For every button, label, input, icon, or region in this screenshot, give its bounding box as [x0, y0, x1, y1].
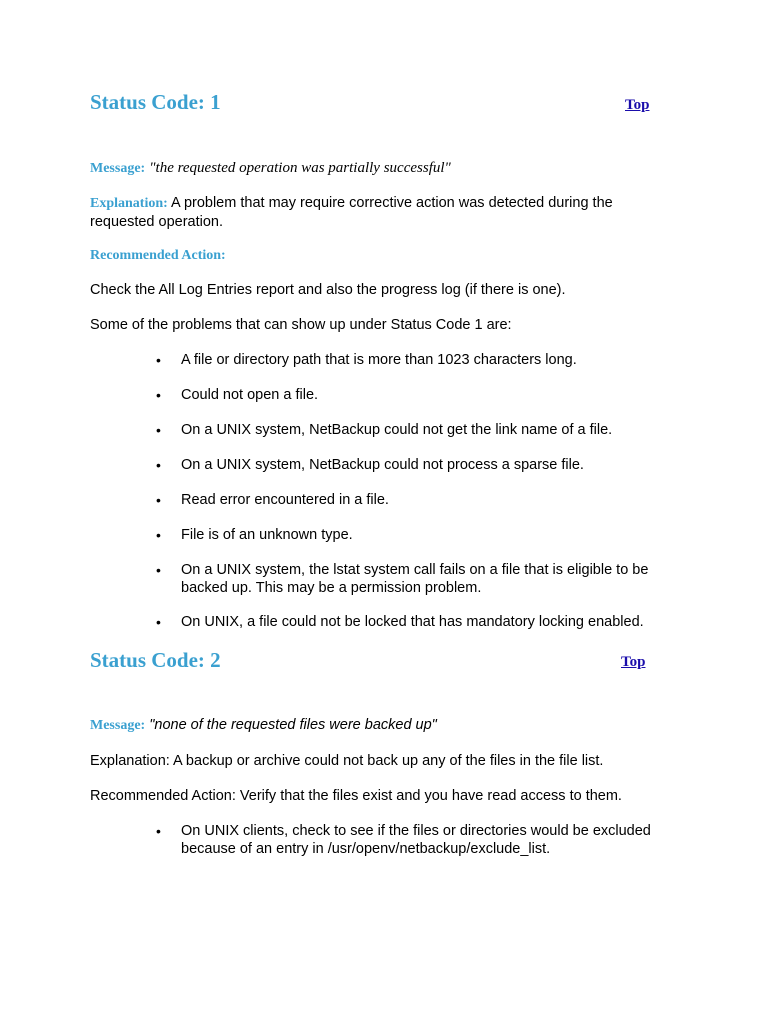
message-label-1: Message: [90, 161, 146, 176]
recommended-action-label-1: Recommended Action: [90, 248, 226, 263]
bullet-icon: • [156, 457, 161, 473]
bullet-icon: • [156, 352, 161, 368]
bullet-icon: • [156, 527, 161, 543]
status-code-2-heading: Status Code: 2 [90, 648, 221, 672]
bullet-icon: • [156, 492, 161, 508]
explanation-1 [90, 194, 670, 231]
top-link-2[interactable]: Top [621, 654, 646, 670]
bullet-icon: • [156, 422, 161, 438]
message-label-2: Message: [90, 718, 146, 733]
recommended-action-2: Recommended Action: Verify that the files exist and you have read access to them. [90, 788, 622, 804]
explanation-text-1: A problem that may require corrective action was detected during the requested operation. [90, 195, 613, 230]
check-log-text: Check the All Log Entries report and also the progress log (if there is one). [90, 282, 566, 298]
explanation-2: Explanation: A backup or archive could not back up any of the files in the file list. [90, 753, 604, 769]
top-link-1[interactable]: Top [625, 97, 650, 113]
message-1 [90, 159, 690, 178]
message-2 [90, 716, 690, 735]
message-text-1: "the requested operation was partially successful" [149, 160, 451, 176]
status-code-1-heading: Status Code: 1 [90, 90, 221, 114]
message-text-2: "none of the requested files were backed up" [149, 717, 437, 733]
document-page: Status Code: 1 Top Message: "the requested operation was partially successful" Explanation: A problem that may require corrective action was detected during the requested operation. Recommended Action: Check the All Log Entries report and also the progress log (if there is one). Some of the problems that can show up under Status Code 1 are: • A file or directory path that is more than 1023 characters long. • Could not open a file. • On a UNIX system, NetBackup could not get the link name of a file. • On a UNIX system, NetBackup could not process a sparse file. • Read error encountered in a file. • File is of an unknown type. • On a UNIX system, the lstat system call fails on a file that is eligible to be backed up. This may be a permission problem. • On UNIX, a file could not be locked that has mandatory locking enabled. Status Code: 2 Top Message: "none of the requested files were backed up" Explanation: A backup or archive could not back up any of the files in the file list. Recommended Action: Verify that the files exist and you have read access to them. • On UNIX clients, check to see if the files or directories would be excluded because of an entry in /usr/openv/netbackup/exclude_list. [0, 0, 768, 1024]
bullet-icon: • [156, 387, 161, 403]
bullet-icon: • [156, 562, 161, 578]
explanation-label-1: Explanation: [90, 196, 168, 211]
bullet-icon: • [156, 614, 161, 630]
bullet-icon: • [156, 823, 161, 839]
problems-intro-text: Some of the problems that can show up under Status Code 1 are: [90, 317, 512, 333]
